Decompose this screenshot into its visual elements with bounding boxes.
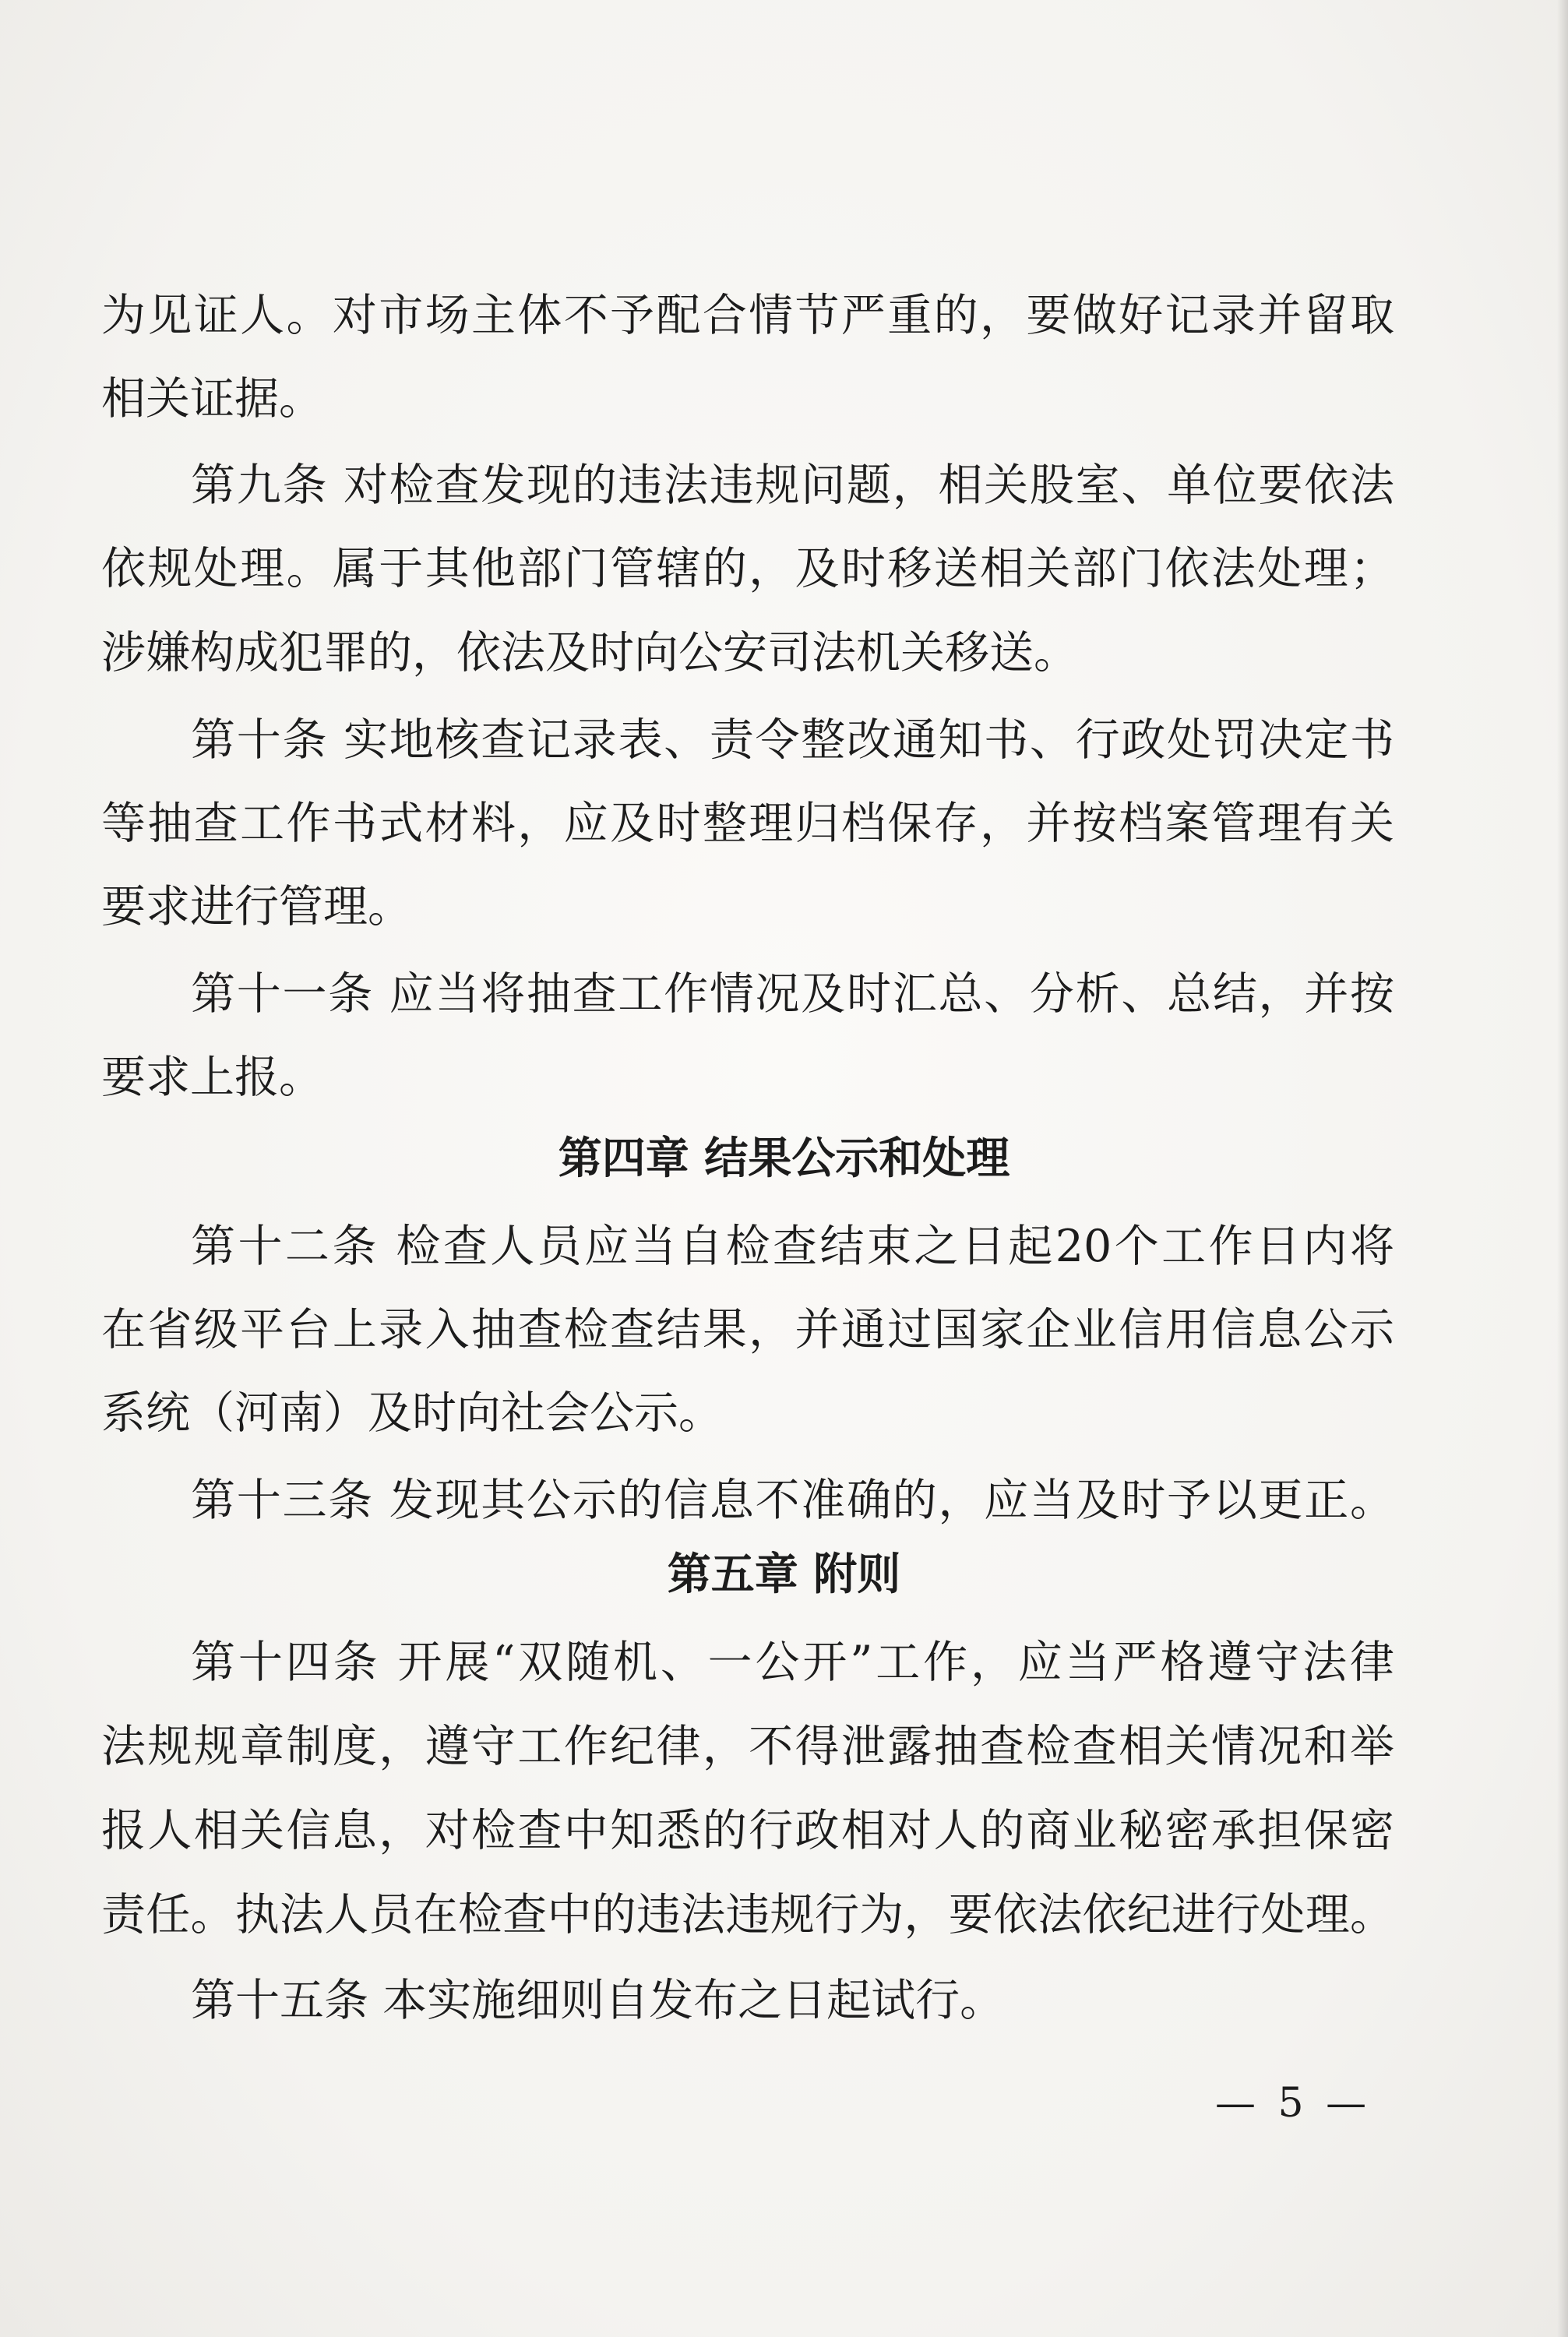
text-line: 责任。执法人员在检查中的违法违规行为，要依法依纪进行处理。 — [101, 1889, 1394, 1940]
text-line: 要求上报。 — [101, 1052, 323, 1103]
text-line: 要求进行管理。 — [101, 881, 412, 932]
text-line: 等抽查工作书式材料，应及时整理归档保存，并按档案管理有关 — [101, 798, 1394, 849]
text-line: 在省级平台上录入抽查检查结果，并通过国家企业信用信息公示 — [101, 1304, 1394, 1355]
article-12-line: 第十二条 检查人员应当自检查结束之日起20个工作日内将 — [191, 1221, 1394, 1272]
text-line: 报人相关信息，对检查中知悉的行政相对人的商业秘密承担保密 — [101, 1805, 1394, 1856]
chapter-5-heading: 第五章 附则 — [667, 1549, 901, 1600]
text-line: 涉嫌构成犯罪的，依法及时向公安司法机关移送。 — [101, 627, 1078, 679]
text-line: 法规规章制度，遵守工作纪律，不得泄露抽查检查相关情况和举 — [101, 1721, 1394, 1772]
chapter-4-heading: 第四章 结果公示和处理 — [558, 1133, 1010, 1184]
text-line: 相关证据。 — [101, 373, 323, 425]
text-line: 系统（河南）及时向社会公示。 — [101, 1387, 723, 1439]
article-10-line: 第十条 实地核查记录表、责令整改通知书、行政处罚决定书 — [191, 714, 1394, 766]
article-15-line: 第十五条 本实施细则自发布之日起试行。 — [191, 1975, 1005, 2026]
text-line: 为见证人。对市场主体不予配合情节严重的，要做好记录并留取 — [101, 290, 1394, 341]
article-9-line: 第九条 对检查发现的违法违规问题，相关股室、单位要依法 — [191, 460, 1394, 511]
article-14-line: 第十四条 开展“双随机、一公开”工作，应当严格遵守法律 — [191, 1637, 1394, 1688]
page-number: — 5 — — [1215, 2080, 1372, 2127]
text-line: 依规处理。属于其他部门管辖的，及时移送相关部门依法处理； — [101, 543, 1394, 594]
page-edge-shadow — [1557, 0, 1568, 2337]
article-13-line: 第十三条 发现其公示的信息不准确的，应当及时予以更正。 — [191, 1475, 1394, 1526]
article-11-line: 第十一条 应当将抽查工作情况及时汇总、分析、总结，并按 — [191, 968, 1394, 1020]
